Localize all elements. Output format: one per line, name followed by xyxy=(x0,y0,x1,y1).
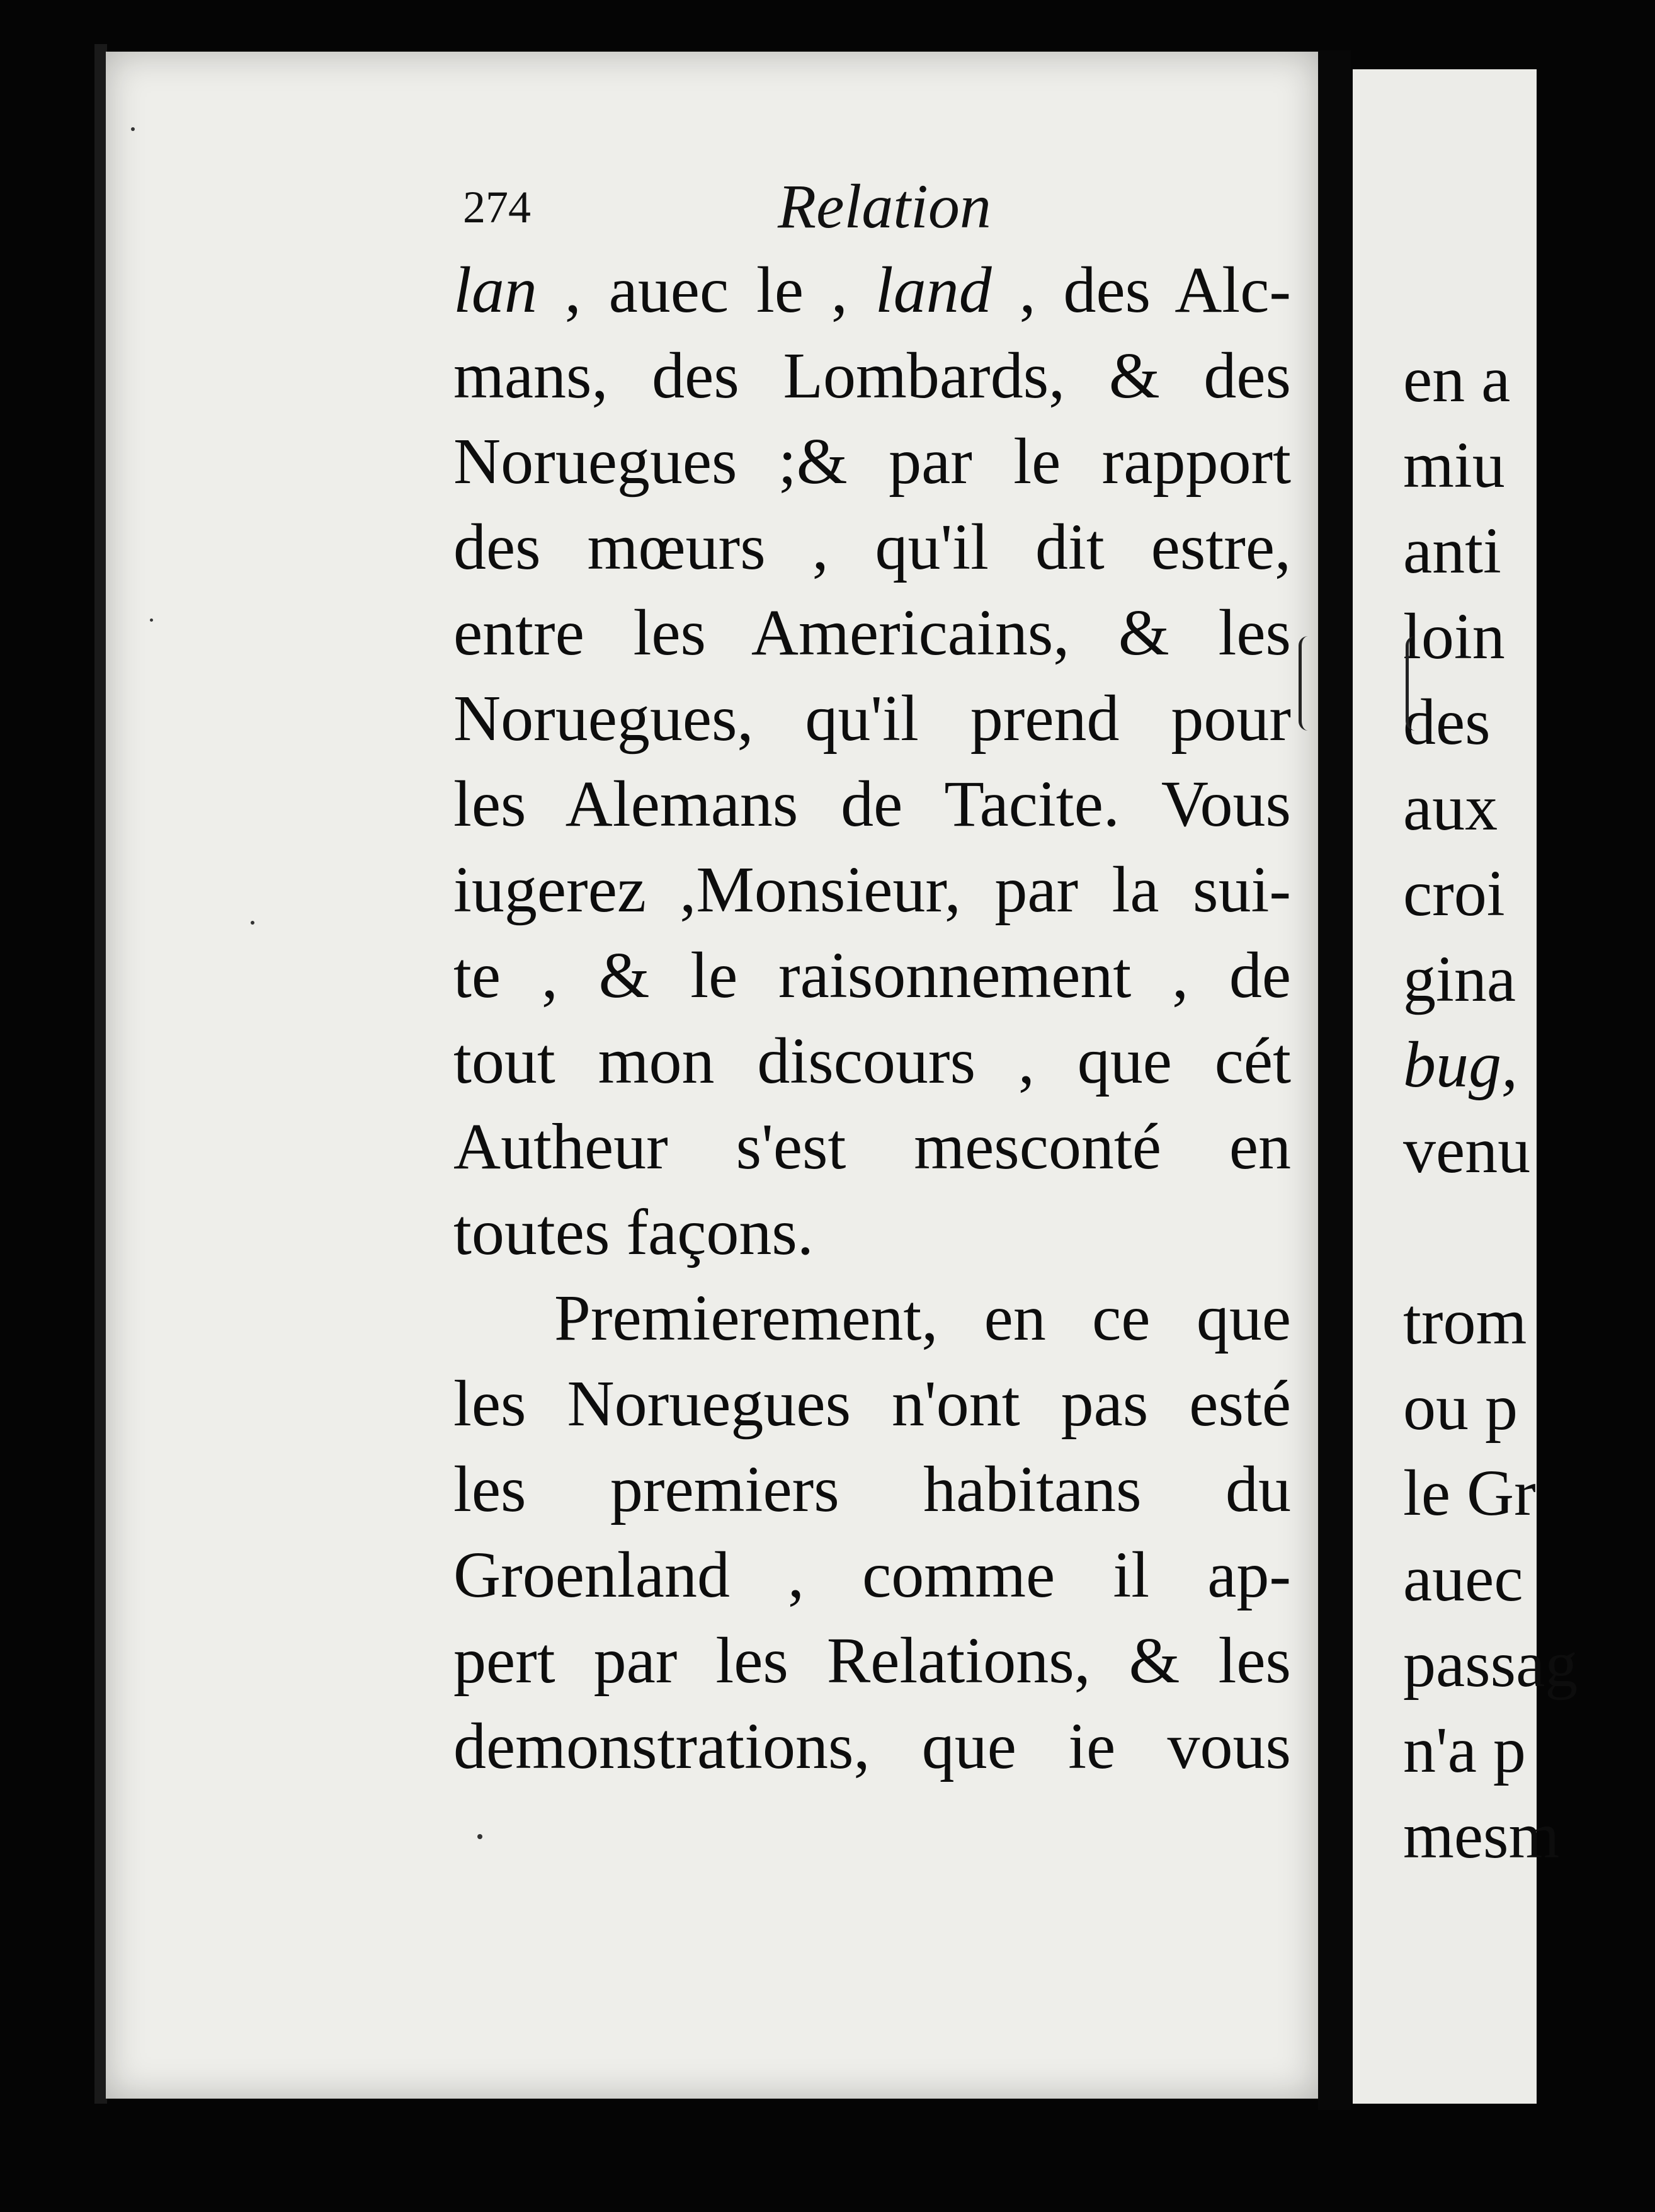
next-page-line: bug, xyxy=(1403,1029,1518,1101)
text-line: lan , auec le , land , des Alc- xyxy=(453,254,1291,326)
text-line: iugerez ,Monsieur, par la sui- xyxy=(453,853,1291,926)
next-page-line: miu xyxy=(1403,429,1505,501)
book-gutter xyxy=(1318,50,1351,2110)
text-line: entre les Americains, & les xyxy=(453,596,1291,669)
next-page-line: passag xyxy=(1403,1628,1578,1701)
next-page-line: des xyxy=(1403,686,1491,758)
margin-bracket xyxy=(1406,636,1415,731)
next-page-text xyxy=(1403,337,1655,1879)
text-line: Noruegues, qu'il prend pour xyxy=(453,682,1291,755)
text-line: pert par les Relations, & les xyxy=(453,1624,1291,1697)
text-line: Premierement, en ce que xyxy=(554,1282,1291,1354)
text-line: Groenland , comme il ap- xyxy=(453,1539,1291,1611)
book-page-right xyxy=(1353,69,1578,2104)
next-page-line: croi xyxy=(1403,857,1505,930)
next-page-line: auec xyxy=(1403,1542,1523,1615)
next-page-line: mesm xyxy=(1403,1799,1560,1872)
text-line: toutes façons. xyxy=(453,1196,814,1268)
text-line: les Alemans de Tacite. Vous xyxy=(453,768,1291,840)
next-page-line: le Gr xyxy=(1403,1457,1536,1529)
next-page-line: gina xyxy=(1403,943,1516,1015)
text-line: te , & le raisonnement , de xyxy=(453,939,1291,1012)
next-page-line: venu xyxy=(1403,1114,1531,1187)
body-text xyxy=(453,248,1291,1789)
text-line: demonstrations, que ie vous xyxy=(453,1710,1291,1782)
text-line: les premiers habitans du xyxy=(453,1453,1291,1525)
text-line: Noruegues ;& par le rapport xyxy=(453,425,1291,498)
next-page-line: ou p xyxy=(1403,1371,1518,1444)
text-line: des mœurs , qu'il dit estre, xyxy=(453,511,1291,583)
page-number: 274 xyxy=(463,182,531,232)
margin-bracket xyxy=(1299,636,1308,731)
next-page-line: trom xyxy=(1403,1286,1527,1358)
text-line: les Noruegues n'ont pas esté xyxy=(453,1367,1291,1440)
next-page-line: n'a p xyxy=(1403,1714,1526,1786)
text-line: tout mon discours , que cét xyxy=(453,1025,1291,1097)
next-page-line: aux xyxy=(1403,772,1498,844)
page-header xyxy=(463,170,1093,239)
next-page-line xyxy=(1403,1194,1655,1279)
text-line: Autheur s'est mesconté en xyxy=(453,1110,1291,1183)
page-edge xyxy=(94,44,107,2104)
next-page-line: loin xyxy=(1403,600,1505,673)
next-page-line: en a xyxy=(1403,343,1511,416)
next-page-line: anti xyxy=(1403,515,1501,587)
running-head: Relation xyxy=(778,171,991,241)
text-line: mans, des Lombards, & des xyxy=(453,339,1291,412)
